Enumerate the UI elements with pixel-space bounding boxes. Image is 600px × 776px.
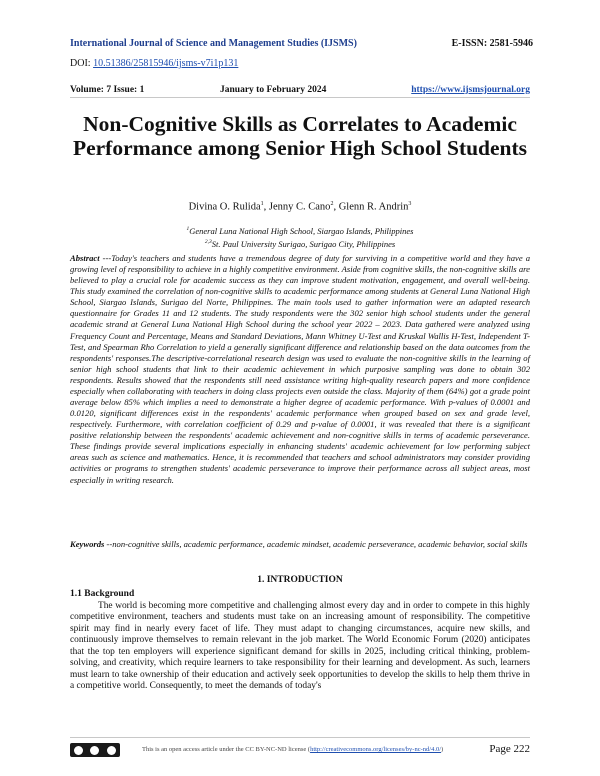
journal-website-link[interactable]: https://www.ijsmsjournal.org bbox=[411, 85, 530, 95]
issue-bar bbox=[70, 83, 530, 98]
affiliation-text: General Luna National High School, Siargao Islands, Philippines bbox=[189, 225, 414, 236]
paper-title: Non-Cognitive Skills as Correlates to Academic Performance among Senior High School Students bbox=[72, 112, 528, 160]
abstract-label: Abstract - bbox=[70, 253, 106, 263]
license-note bbox=[142, 746, 443, 753]
body-paragraph: The world is becoming more competitive and challenging almost every day and in order to compete in this highly competitive environment, teachers and students must take on an increasing amount of responsibility. The competitive spirit may find in nearly every facet of life. They must adapt to changing circumstances, acquire new skills, and continuously improve themselves to remain relevant in the job market. The World Economic Forum (2020) anticipates that the top ten employers will experience significant demand for skills in 2025, including critical thinking, problem-solving, and creativity, which require learners to take responsibility for their learning and development. As such, learners must learn to take ownership of their education and actively seek opportunities to develop the skills to help them thrive in a competitive world. Consequently, to meet the demands of today's bbox=[70, 601, 530, 692]
affiliation-1 bbox=[70, 224, 530, 237]
affiliation-sup: 2,3 bbox=[204, 238, 212, 245]
abstract-text: --Today's teachers and students have a tremendous degree of duty for surviving in a competitive world and they have a growing level of responsibility to achieve in a highly competitive environment. Aside from cognitive skills, the non-cognitive skills are believed to play a crucial role for academic success as they can improve student motivation, engagement, and overall well-being. This study examined the correlation of non-cognitive skills to academic performance among students at General Luna National High School, Siargao Islands, Surigao del Norte, Philippines. The main tools used to gather information were an adapted research questionnaire for Grades 11 and 12 students. The study respondents were the 302 senior high school students under the general academic strand at General Luna National High School during the school year 2022 – 2023. Data gathered were analyzed using Frequency Count and Percentage, Means and Standard Deviations, Mann Whitney U-Test and Kruskal Wallis H-Test, Independent T-Test, and Spearman Rho Correlation to yield a generally significant difference and relationship based on the data outcomes from the respondents' responses.The descriptive-correlational research design was used to evaluate the non-cognitive skills in the learning of senior high school students that link to their academic achievement in which purposive sampling was done to obtain 302 respondents. Results showed that the respondents still need assistance writing high-quality research papers and more confidence especially when collaborating with teachers in doing class projects even outside the class. Majority of them (64%) got a grade point average below 85% which implies a need to demonstrate a higher degree of academic performance. With p-values of 0.0001 and 0.0120, significant differences exist in the respondents' academic performance when grouped based on sex and grade level, respectively. Furthermore, with correlation coefficient of 0.29 and p-value of 0.0001, it was revealed that there is a significant positive relationship between the respondents' academic achievement and non-cognitive skills in terms of academic perseverance. These findings provide several implications especially in enhancing students' academic achievement for low performing subject areas such as science and mathematics. Hence, it is recommended that teachers and school administrators may consider providing activities or programs to strengthen students' academic perseverance to improve their performance across all subject areas, most especially in writing research. bbox=[70, 253, 530, 485]
author-sup: 1 bbox=[260, 201, 264, 207]
journal-name: International Journal of Science and Management Studies (IJSMS) bbox=[70, 38, 357, 49]
doi-link[interactable]: 10.51386/25815946/ijsms-v7i1p131 bbox=[93, 58, 239, 69]
author-separator: , bbox=[263, 201, 269, 213]
abstract bbox=[70, 253, 530, 486]
author-list bbox=[70, 201, 530, 213]
affiliation-sup: 1 bbox=[186, 226, 190, 232]
affiliation-text: St. Paul University Surigao, Surigao City, Philippines bbox=[211, 238, 396, 249]
doi-line bbox=[70, 58, 238, 69]
eissn: E-ISSN: 2581-5946 bbox=[451, 38, 533, 49]
keywords bbox=[70, 539, 530, 550]
keywords-label: Keywords - bbox=[70, 539, 110, 549]
author-sup: 2 bbox=[330, 201, 334, 207]
author-name: Divina O. Rulida bbox=[188, 201, 261, 213]
license-text: This is an open access article under the CC BY-NC-ND license ( bbox=[142, 746, 311, 753]
section-heading: 1. INTRODUCTION bbox=[257, 575, 343, 585]
author-sup: 3 bbox=[408, 201, 412, 207]
license-close: ) bbox=[441, 746, 444, 753]
issue-dates: January to February 2024 bbox=[220, 85, 327, 95]
affiliation-2 bbox=[70, 237, 530, 250]
cc-by-nc-nd-icon bbox=[70, 743, 120, 757]
volume-issue: Volume: 7 Issue: 1 bbox=[70, 85, 145, 95]
page-footer bbox=[70, 737, 530, 758]
doi-label: DOI: bbox=[70, 58, 94, 69]
author-name: Glenn R. Andrin bbox=[338, 201, 409, 213]
author-name: Jenny C. Cano bbox=[268, 201, 331, 213]
subsection-heading: 1.1 Background bbox=[70, 589, 135, 599]
keywords-text: -non-cognitive skills, academic performance, academic mindset, academic perseverance, academic behavior, social skills bbox=[109, 539, 528, 549]
author-separator: , bbox=[333, 201, 339, 213]
license-link[interactable]: http://creativecommons.org/licenses/by-nc-nd/4.0/ bbox=[310, 746, 441, 753]
affiliations bbox=[70, 224, 530, 250]
page-number: Page 222 bbox=[489, 743, 530, 755]
